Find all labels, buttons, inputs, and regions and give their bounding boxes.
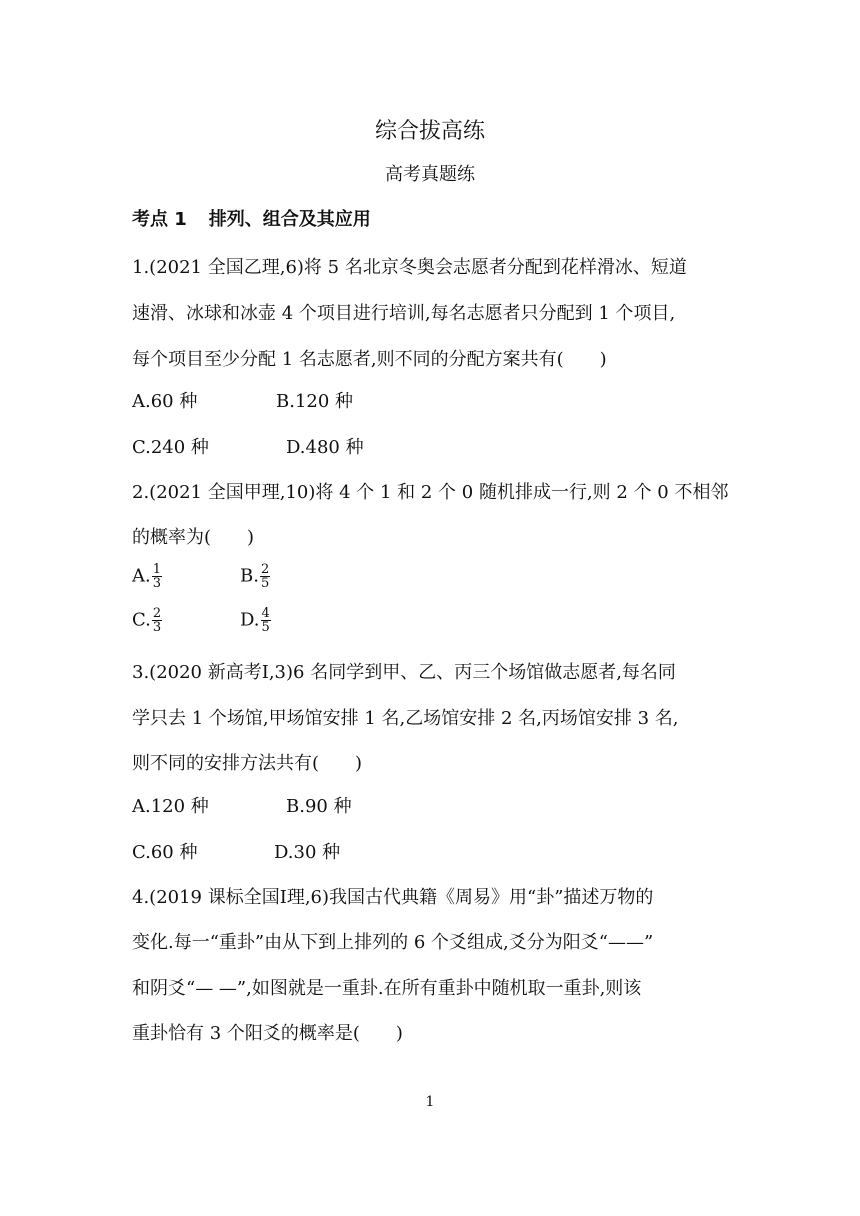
q2-option-a	[132, 563, 162, 590]
fraction-numerator: 2	[152, 606, 162, 621]
q1-option-b: B.120 种	[276, 391, 354, 412]
page-number: 1	[425, 1094, 435, 1110]
q2-option-b-label: B.	[240, 565, 259, 587]
q2-option-c	[132, 607, 162, 634]
q1-line-1: 1.(2021 全国乙理,6)将 5 名北京冬奥会志愿者分配到花样滑冰、短道	[132, 257, 687, 278]
fraction-numerator: 4	[261, 606, 270, 621]
section-name: 排列、组合及其应用	[208, 209, 371, 230]
q3-line-2: 学只去 1 个场馆,甲场馆安排 1 名,乙场馆安排 2 名,丙场馆安排 3 名,	[132, 708, 679, 729]
q3-line-1: 3.(2020 新高考Ⅰ,3)6 名同学到甲、乙、丙三个场馆做志愿者,每名同	[132, 662, 676, 683]
q2-option-b	[240, 563, 270, 590]
q3-option-d: D.30 种	[274, 842, 341, 863]
fraction-numerator: 2	[260, 562, 270, 577]
q2-line-1: 2.(2021 全国甲理,10)将 4 个 1 和 2 个 0 随机排成一行,则 2 个 0 不相邻	[132, 482, 729, 503]
page-title: 综合拔高练	[374, 119, 485, 144]
q2-option-a-fraction	[152, 563, 162, 590]
q3-option-c: C.60 种	[132, 842, 198, 863]
q4-line-2: 变化.每一“重卦”由从下到上排列的 6 个爻组成,爻分为阳爻“——”	[132, 932, 654, 953]
q2-option-a-label: A.	[132, 565, 151, 587]
q1-option-d: D.480 种	[286, 437, 364, 458]
q1-option-a: A.60 种	[132, 391, 198, 412]
fraction-denominator: 5	[261, 620, 270, 635]
q3-option-b: B.90 种	[286, 796, 352, 817]
q2-option-d-label: D.	[240, 609, 260, 631]
q2-line-2: 的概率为( )	[132, 527, 255, 548]
q4-line-1: 4.(2019 课标全国Ⅰ理,6)我国古代典籍《周易》用“卦”描述万物的	[132, 887, 654, 908]
q1-line-2: 速滑、冰球和冰壶 4 个项目进行培训,每名志愿者只分配到 1 个项目,	[132, 303, 676, 324]
q2-option-c-label: C.	[132, 609, 151, 631]
q1-option-c: C.240 种	[132, 437, 209, 458]
fraction-denominator: 3	[152, 620, 162, 635]
q3-line-3: 则不同的安排方法共有( )	[132, 753, 363, 774]
q2-option-d-fraction	[261, 607, 271, 634]
fraction-denominator: 3	[152, 576, 162, 591]
section-label: 考点 1	[132, 209, 187, 230]
fraction-numerator: 1	[152, 562, 162, 577]
q3-option-a: A.120 种	[132, 796, 209, 817]
q2-option-d	[240, 607, 271, 634]
section-heading	[132, 205, 393, 231]
fraction-denominator: 5	[260, 576, 270, 591]
q2-option-c-fraction	[152, 607, 162, 634]
q4-line-4: 重卦恰有 3 个阳爻的概率是( )	[132, 1023, 403, 1044]
q2-option-b-fraction	[260, 563, 270, 590]
page-subtitle: 高考真题练	[385, 164, 475, 185]
q1-line-3: 每个项目至少分配 1 名志愿者,则不同的分配方案共有( )	[132, 349, 607, 370]
q4-line-3: 和阴爻“— —”,如图就是一重卦.在所有重卦中随机取一重卦,则该	[132, 978, 642, 999]
